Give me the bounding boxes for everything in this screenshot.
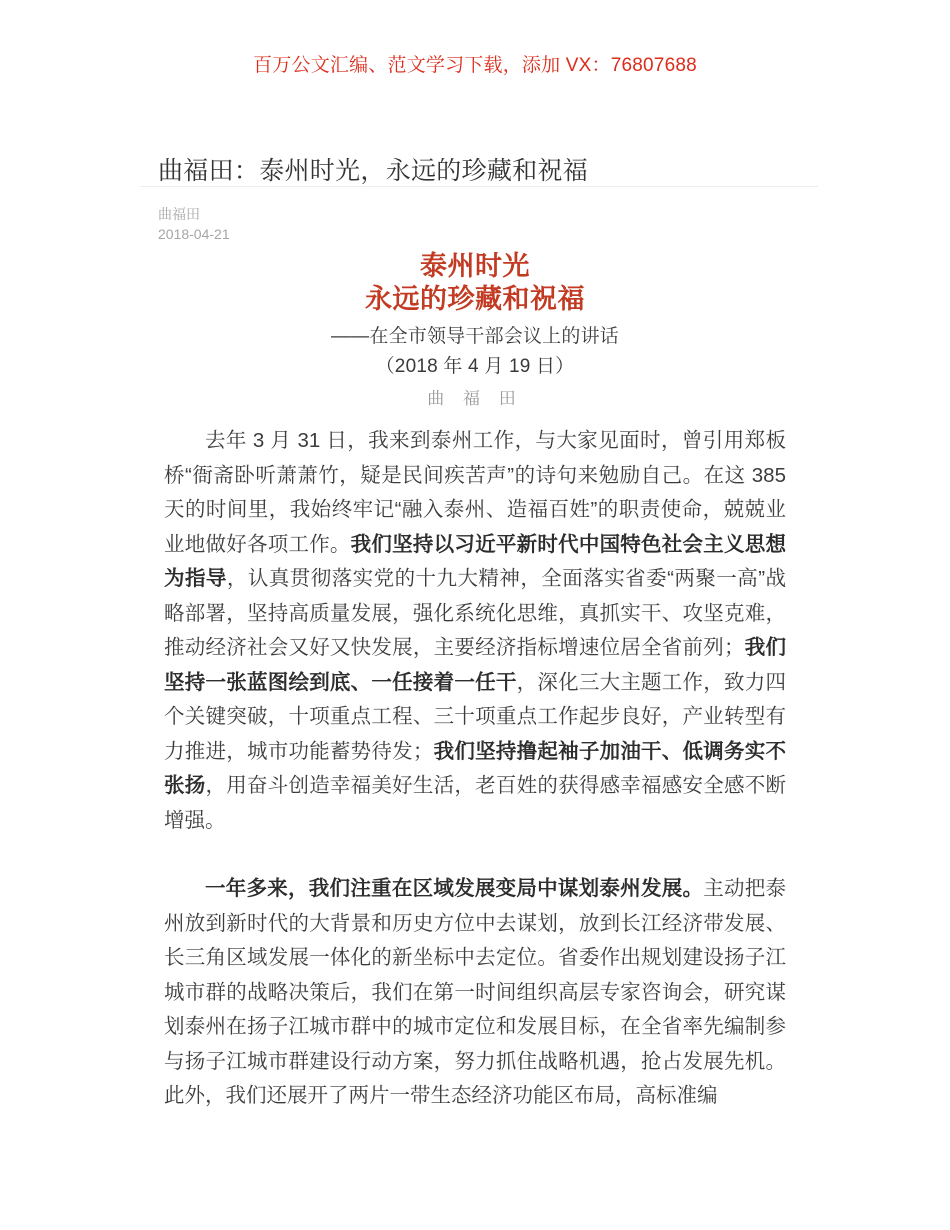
meta-date: 2018-04-21: [158, 226, 230, 242]
document-date-line: （2018 年 4 月 19 日）: [375, 356, 575, 377]
emphasis-run: 我们坚持以习近平新时代中国特色社会主义思想为指导: [164, 532, 786, 590]
paragraph: [164, 872, 786, 1114]
document-body: [164, 250, 786, 1114]
text-run: ，用奋斗创造幸福美好生活，老百姓的获得感幸福感安全感不断增强。: [164, 774, 786, 832]
page-title: 曲福田：泰州时光，永远的珍藏和祝福: [158, 156, 589, 185]
emphasis-run: 一年多来，我们注重在区域发展变局中谋划泰州发展。: [205, 877, 704, 900]
paragraph: [164, 424, 786, 838]
text-run: 去年 3 月 31 日，我来到泰州工作，与大家见面时，曾引用郑板桥“衙斋卧听萧萧竹，疑是民间疾苦声”的诗句来勉励自己。在这 385 天的时间里，我始终牢记“融入泰州、造福百姓”的职责使命，兢兢业业地做好各项工作。: [164, 429, 786, 556]
title-divider: [140, 186, 818, 187]
document-heading: [164, 250, 786, 316]
promo-banner: 百万公文汇编、范文学习下载，添加 VX：76807688: [253, 55, 697, 76]
document-subtitle: ——在全市领导干部会议上的讲话: [330, 326, 619, 347]
article-meta: [158, 204, 230, 244]
text-run: 主动把泰州放到新时代的大背景和历史方位中去谋划，放到长江经济带发展、长三角区域发展一体化的新坐标中去定位。省委作出规划建设扬子江城市群的战略决策后，我们在第一时间组织高层专家咨询会，研究谋划泰州在扬子江城市群中的城市定位和发展目标，在全省率先编制参与扬子江城市群建设行动方案，努力抓住战略机遇，抢占发展先机。此外，我们还展开了两片一带生态经济功能区布局，高标准编: [164, 877, 787, 1107]
document-byline: 曲 福 田: [427, 389, 523, 408]
meta-author: 曲福田: [158, 206, 200, 222]
emphasis-run: 我们坚持撸起袖子加油干、低调务实不张扬: [164, 739, 787, 797]
text-run: ，深化三大主题工作，致力四个关键突破，十项重点工程、三十项重点工作起步良好，产业转型有力推进，城市功能蓄势待发；: [164, 670, 787, 763]
document-heading-line-1: 泰州时光: [420, 251, 530, 281]
emphasis-run: 我们坚持一张蓝图绘到底、一任接着一任干: [164, 636, 786, 694]
document-heading-line-2: 永远的珍藏和祝福: [365, 284, 585, 314]
text-run: ，认真贯彻落实党的十九大精神，全面落实省委“两聚一高”战略部署，坚持高质量发展，强化系统化思维，真抓实干、攻坚克难，推动经济社会又好又快发展，主要经济指标增速位居全省前列；: [164, 567, 787, 659]
